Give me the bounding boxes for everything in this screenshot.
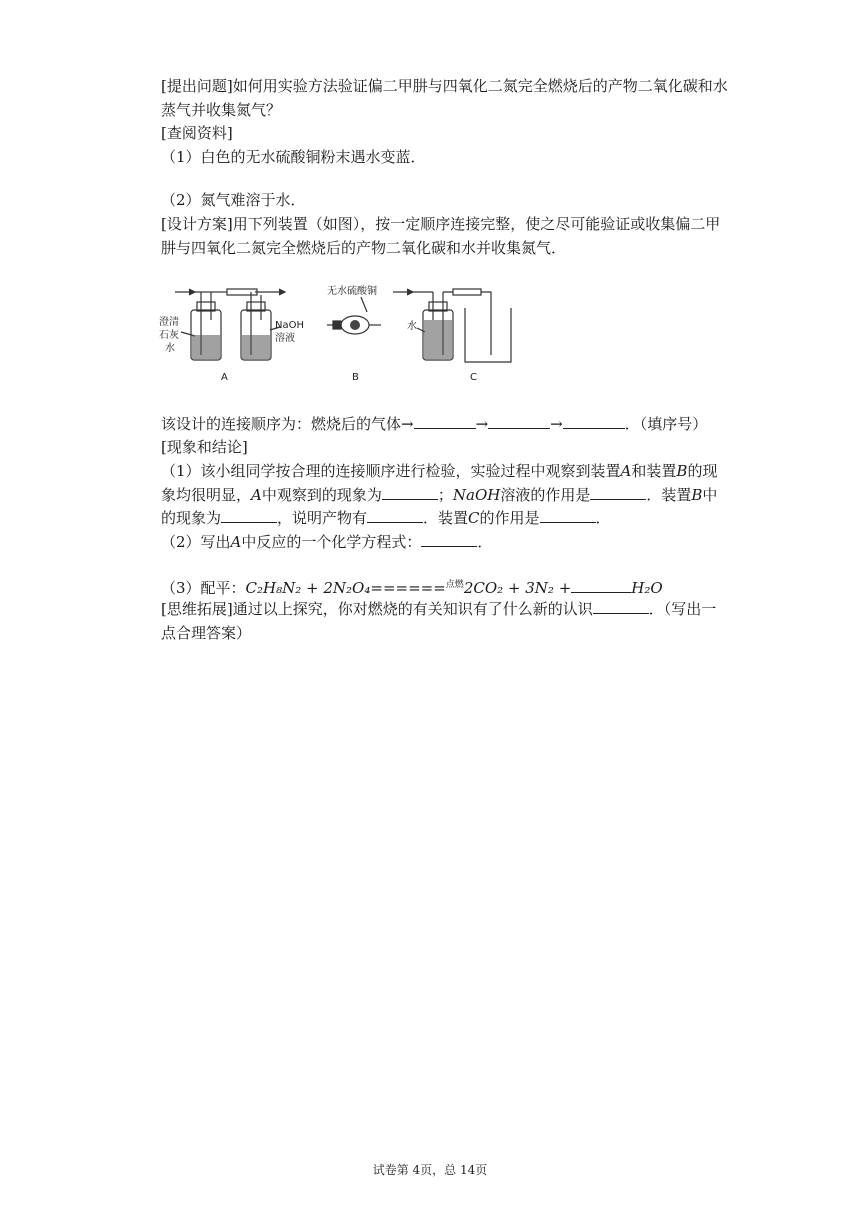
text: [思维拓展]通过以上探究，你对燃烧的有关知识有了什么新的认识 bbox=[161, 600, 593, 618]
text: 的现象为 bbox=[161, 509, 222, 527]
answer-blank[interactable] bbox=[221, 508, 277, 523]
text: ． bbox=[595, 509, 611, 527]
text: （1）该小组同学按合理的连接顺序进行检验，实验过程中观察到装置 bbox=[161, 462, 621, 480]
apparatus-label-b: B bbox=[352, 372, 359, 383]
limewater-label-1: 澄清 bbox=[159, 317, 179, 328]
answer-blank[interactable] bbox=[571, 578, 631, 593]
symbol-c: C bbox=[468, 509, 480, 527]
equation-reactants: C₂H₈N₂ + 2N₂O₄ bbox=[245, 579, 371, 597]
design-text: 肼与四氧化二氮完全燃烧后的产物二氧化碳和水并收集氮气． bbox=[161, 239, 567, 257]
section-heading-phenomena bbox=[161, 436, 248, 458]
phenomena-line-2 bbox=[161, 484, 717, 506]
symbol-a: A bbox=[230, 533, 242, 551]
section-heading-data bbox=[161, 122, 233, 144]
balance-equation-line bbox=[161, 574, 663, 599]
text: 的作用是 bbox=[479, 509, 540, 527]
text: 象均很明显， bbox=[161, 486, 252, 504]
item-text: （2）氮气难溶于水． bbox=[161, 191, 306, 209]
naoh-label-2: 溶液 bbox=[275, 333, 295, 344]
text: 的现 bbox=[687, 462, 718, 480]
naoh-label-1: NaOH bbox=[275, 320, 304, 331]
naoh-formula: NaOH bbox=[452, 486, 501, 504]
symbol-b: B bbox=[676, 462, 688, 480]
text: 中反应的一个化学方程式： bbox=[241, 533, 422, 551]
phenomena-line-1 bbox=[161, 460, 717, 482]
item-text: （1）白色的无水硫酸铜粉末遇水变蓝． bbox=[161, 148, 426, 166]
extension-line-2 bbox=[161, 622, 251, 644]
text: ．装置 bbox=[646, 486, 692, 504]
text: 和装置 bbox=[631, 462, 677, 480]
symbol-a: A bbox=[251, 486, 262, 504]
water-label: 水 bbox=[407, 321, 417, 332]
text: ．（写出一 bbox=[648, 600, 717, 618]
connector-tube bbox=[227, 289, 257, 295]
heading-text: [现象和结论] bbox=[161, 438, 248, 456]
limewater-label-2: 石灰 bbox=[159, 330, 179, 341]
answer-blank[interactable] bbox=[563, 414, 625, 429]
text: ．装置 bbox=[423, 509, 469, 527]
apparatus-label-c: C bbox=[470, 372, 477, 383]
data-item-2 bbox=[161, 189, 306, 211]
answer-blank[interactable] bbox=[488, 414, 550, 429]
extension-line-1 bbox=[161, 598, 716, 620]
equation-products: 2CO₂ + 3N₂ + bbox=[463, 579, 572, 597]
inlet-arrow-head bbox=[189, 289, 195, 295]
cuso4-label: 无水硫酸铜 bbox=[327, 286, 377, 297]
phenomena-line-3 bbox=[161, 507, 611, 529]
answer-blank[interactable] bbox=[414, 414, 476, 429]
question-line-1 bbox=[161, 75, 728, 97]
text: （2）写出 bbox=[161, 533, 231, 551]
question-text: 蒸气并收集氮气？ bbox=[161, 101, 282, 119]
text: ； bbox=[437, 486, 453, 504]
phenomena-line-4 bbox=[161, 531, 492, 553]
text: ． bbox=[477, 533, 493, 551]
text: ，说明产物有 bbox=[277, 509, 368, 527]
design-text: [设计方案]用下列装置（如图），按一定顺序连接完整，使之尽可能验证或收集偏二甲 bbox=[161, 215, 721, 233]
equation-bar: ====== bbox=[370, 579, 446, 597]
limewater-label-3: 水 bbox=[165, 343, 175, 354]
design-line-1 bbox=[161, 213, 720, 235]
question-text: [提出问题]如何用实验方法验证偏二甲肼与四氧化二氮完全燃烧后的产物二氧化碳和水 bbox=[161, 77, 728, 95]
text: （3）配平： bbox=[161, 579, 246, 597]
collection-beaker bbox=[465, 308, 511, 362]
page-footer: 试卷第 4页，总 14页 bbox=[372, 1163, 488, 1177]
drying-tube-plug bbox=[333, 321, 341, 329]
text: 中 bbox=[702, 486, 718, 504]
order-prefix: 该设计的连接顺序为：燃烧后的气体→ bbox=[161, 415, 414, 433]
design-line-2 bbox=[161, 237, 566, 259]
symbol-a: A bbox=[620, 462, 632, 480]
arrow: → bbox=[550, 415, 563, 433]
question-line-2 bbox=[161, 99, 281, 121]
order-suffix: ．（填序号） bbox=[624, 415, 708, 433]
apparatus-figure bbox=[155, 280, 515, 390]
heading-text: [查阅资料] bbox=[161, 124, 233, 142]
reaction-condition: 点燃 bbox=[445, 580, 464, 590]
order-line bbox=[161, 413, 707, 435]
answer-blank[interactable] bbox=[590, 485, 646, 500]
answer-blank[interactable] bbox=[540, 508, 596, 523]
symbol-b: B bbox=[691, 486, 703, 504]
text: 溶液的作用是 bbox=[500, 486, 591, 504]
data-item-1 bbox=[161, 146, 426, 168]
apparatus-label-a: A bbox=[221, 372, 228, 383]
answer-blank[interactable] bbox=[382, 485, 438, 500]
arrow: → bbox=[475, 415, 489, 433]
water-formula: H₂O bbox=[631, 579, 663, 597]
text: 点合理答案） bbox=[161, 624, 252, 642]
answer-blank[interactable] bbox=[593, 599, 649, 614]
answer-blank[interactable] bbox=[367, 508, 423, 523]
text: 中观察到的现象为 bbox=[261, 486, 382, 504]
answer-blank[interactable] bbox=[421, 532, 477, 547]
